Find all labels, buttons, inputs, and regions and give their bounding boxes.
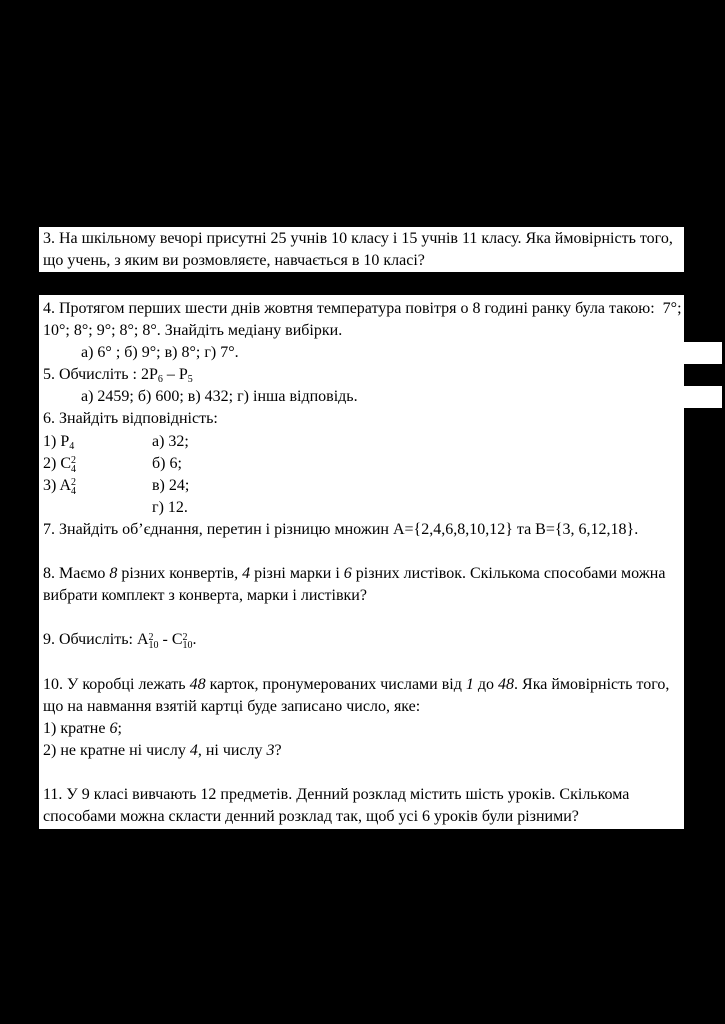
problem-10-item-2-suffix: ? xyxy=(274,741,282,759)
problem-10-item-2-text: 2) не кратне ні числу xyxy=(43,741,190,759)
problem-6-row-2 xyxy=(43,453,684,475)
problem-11-line-1: 11. У 9 класі вивчають 12 предметів. Денний розклад містить шість уроків. Скількома xyxy=(43,784,684,806)
subscript-4: 4 xyxy=(69,440,75,452)
problem-5-answers: а) 2459; б) 600; в) 432; г) інша відповідь. xyxy=(43,386,722,408)
superscript-subscript xyxy=(71,479,76,496)
problem-10-text: до xyxy=(473,675,499,693)
problem-10-item-1-text: 1) кратне xyxy=(43,719,110,737)
problem-3-line-1: 3. На шкільному вечорі присутні 25 учнів 10 класу і 15 учнів 11 класу. Яка ймовірність того, xyxy=(43,228,684,250)
problem-3-line-2: що учень, з яким ви розмовляєте, навчається в 10 класі? xyxy=(43,250,684,272)
problem-6-row-1 xyxy=(43,431,684,453)
problem-8-text: різні марки і xyxy=(250,565,344,583)
subscript-6: 6 xyxy=(157,374,163,386)
superscript-2: 2 xyxy=(71,455,76,467)
superscript-2: 2 xyxy=(182,631,188,643)
problem-5-text-prefix: 5. Обчисліть : 2P xyxy=(43,366,158,384)
problem-9-line-1 xyxy=(43,629,684,651)
problem-3-card xyxy=(39,227,684,272)
problem-8-line-1 xyxy=(43,563,684,585)
match-answer-a: а) 32; xyxy=(152,432,189,450)
italic-number: 4 xyxy=(242,565,251,583)
problem-10-text: карток, пронумерованих числами від xyxy=(205,675,466,693)
problem-10-item-1-suffix: ; xyxy=(117,719,122,737)
match-answer-b: б) 6; xyxy=(152,454,182,472)
problem-4-answers: а) 6° ; б) 9°; в) 8°; г) 7°. xyxy=(43,342,722,364)
italic-number: 4 xyxy=(189,741,198,759)
italic-number: 6 xyxy=(343,565,352,583)
problem-6-row-3 xyxy=(43,475,684,497)
superscript-subscript xyxy=(182,631,193,652)
superscript-subscript xyxy=(71,457,76,474)
problem-10-item-2-text: , ні числу xyxy=(197,741,267,759)
italic-number: 48 xyxy=(498,675,515,693)
problem-5-formula-line xyxy=(43,364,684,386)
problem-6-row-4 xyxy=(43,497,684,519)
problem-4-line-2: 10°; 8°; 9°; 8°; 8°. Знайдіть медіану вибірки. xyxy=(43,320,684,342)
problem-4-line-1: 4. Протягом перших шести днів жовтня температура повітря о 8 годині ранку була такою: 7°; xyxy=(43,298,684,320)
blank-line xyxy=(43,607,684,629)
problem-8-line-2: вибрати комплект з конверта, марки і листівки? xyxy=(43,585,684,607)
italic-number: 3 xyxy=(266,741,275,759)
problem-8-text: 8. Маємо xyxy=(43,565,110,583)
subscript-4: 4 xyxy=(71,485,76,497)
problem-9-text-prefix: 9. Обчисліть: A xyxy=(43,631,149,649)
blank-line xyxy=(43,541,684,563)
problem-8-text: різних конвертів, xyxy=(117,565,243,583)
problem-10-item-1 xyxy=(43,718,684,740)
problem-5-text-mid: – P xyxy=(162,366,188,384)
italic-number: 48 xyxy=(189,675,206,693)
italic-number: 6 xyxy=(109,719,118,737)
problem-6-title: 6. Знайдіть відповідність: xyxy=(43,408,684,430)
match-item-3 xyxy=(43,475,152,497)
problem-9-text-mid: - C xyxy=(158,631,183,649)
problem-10-line-1 xyxy=(43,674,684,696)
problem-11-line-2: способами можна скласти денний розклад так, щоб усі 6 уроків були різними? xyxy=(43,806,684,828)
blank-line xyxy=(43,762,684,784)
match-item-1-text: 1) P xyxy=(43,432,70,450)
problem-10-line-2: що на навмання взятій картці буде записано число, яке: xyxy=(43,696,684,718)
problem-8-text: різних листівок. Скількома способами можна xyxy=(351,565,666,583)
match-item-2-text: 2) C xyxy=(43,454,71,472)
subscript-5: 5 xyxy=(187,374,193,386)
subscript-4: 4 xyxy=(71,463,76,475)
subscript-10: 10 xyxy=(182,640,193,652)
match-item-3-text: 3) A xyxy=(43,476,71,494)
problem-10-text: . Яка ймовірність того, xyxy=(514,675,670,693)
superscript-2: 2 xyxy=(71,477,76,489)
superscript-subscript xyxy=(148,631,159,652)
italic-number: 1 xyxy=(465,675,474,693)
problem-7-line-1: 7. Знайдіть об’єднання, перетин і різницю множин A={2,4,6,8,10,12} та B={3, 6,12,18}. xyxy=(43,519,684,541)
match-answer-v: в) 24; xyxy=(152,476,190,494)
blank-line xyxy=(43,652,684,674)
italic-number: 8 xyxy=(109,565,118,583)
subscript-10: 10 xyxy=(148,640,159,652)
problems-4-11-card xyxy=(39,295,684,829)
problem-10-item-2 xyxy=(43,740,684,762)
problem-9-text-suffix: . xyxy=(192,631,197,649)
superscript-2: 2 xyxy=(148,631,154,643)
problem-10-text: 10. У коробці лежать xyxy=(43,675,190,693)
match-answer-g: г) 12. xyxy=(152,498,188,516)
match-item-2 xyxy=(43,453,152,475)
